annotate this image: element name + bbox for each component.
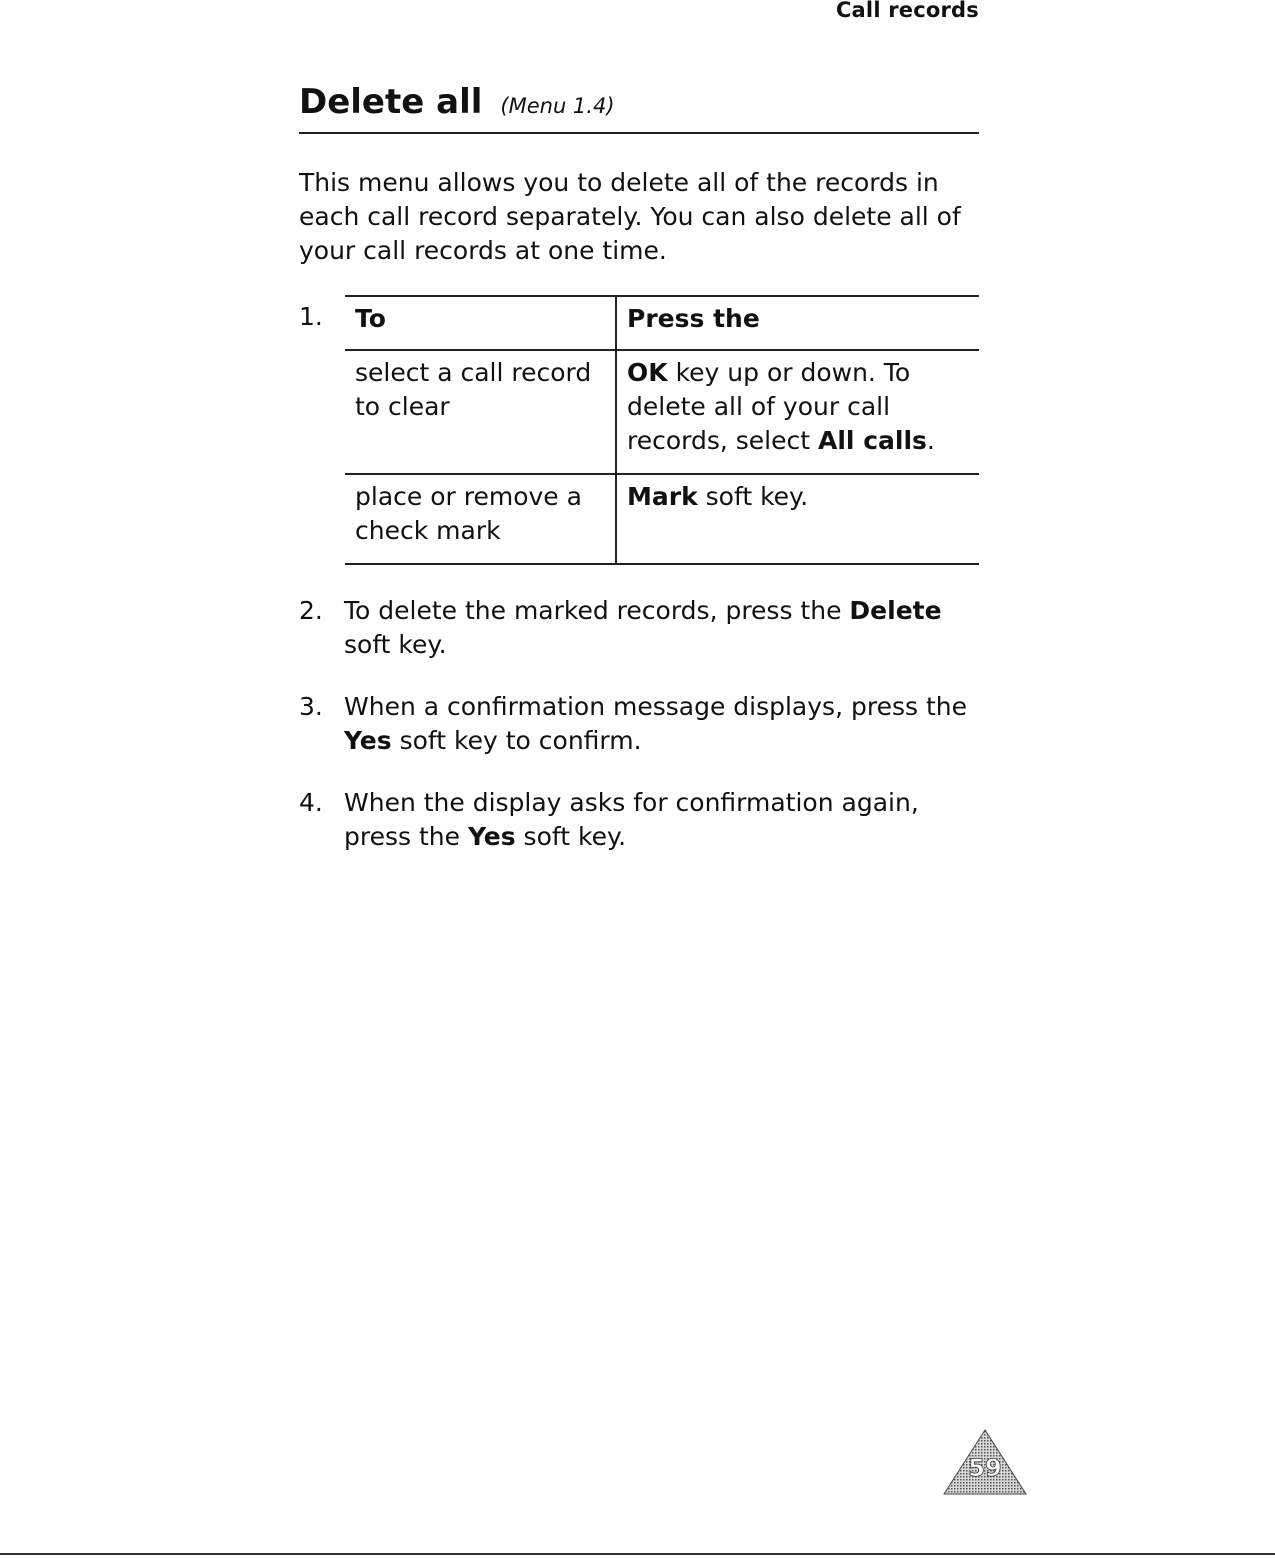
section-menu-ref: (Menu 1.4) xyxy=(500,94,615,118)
cell-text: soft key. xyxy=(697,482,809,511)
step-text xyxy=(344,690,984,758)
instruction-table xyxy=(345,295,979,565)
key-name: Delete xyxy=(849,596,942,625)
cell-text: . xyxy=(926,426,935,455)
cell-press xyxy=(616,474,979,564)
step-number: 3. xyxy=(299,692,323,721)
key-name: Yes xyxy=(467,822,516,851)
step-text xyxy=(344,594,984,662)
cell-text: key up or down. To delete all of your call records, select xyxy=(627,358,911,455)
step-text xyxy=(344,786,984,854)
table-header-row xyxy=(345,296,979,350)
step-text-part: When a confirmation message displays, press the xyxy=(344,692,967,721)
step-text-part: soft key. xyxy=(515,822,627,851)
step-number: 2. xyxy=(299,596,323,625)
option-name: All calls xyxy=(818,426,927,455)
page-number: 59 xyxy=(968,1454,1002,1482)
cell-press xyxy=(616,350,979,474)
step-number: 4. xyxy=(299,788,323,817)
step-text-part: soft key. xyxy=(344,630,447,659)
key-name: Mark xyxy=(627,482,698,511)
header-to: To xyxy=(345,296,616,350)
step-1-number: 1. xyxy=(299,302,323,331)
table-row xyxy=(345,350,979,474)
step-text-part: soft key to confirm. xyxy=(391,726,642,755)
key-name: OK xyxy=(627,358,668,387)
key-name: Yes xyxy=(344,726,392,755)
page-number-triangle-icon xyxy=(942,1428,1028,1498)
section-title: Delete all xyxy=(299,82,483,122)
step-text-part: To delete the marked records, press the xyxy=(344,596,850,625)
table-row xyxy=(345,474,979,564)
header-press-the: Press the xyxy=(627,304,760,333)
step-text-part: When the display asks for confirmation again, press the xyxy=(344,788,919,851)
cell-to: place or remove a check mark xyxy=(345,474,616,564)
bottom-rule xyxy=(0,1553,1275,1555)
running-header: Call records xyxy=(835,0,979,22)
section-heading xyxy=(299,82,979,134)
cell-to: select a call record to clear xyxy=(345,350,616,474)
intro-paragraph: This menu allows you to delete all of the records in each call record separately. You can also delete all of your call records at one time. xyxy=(299,168,961,265)
